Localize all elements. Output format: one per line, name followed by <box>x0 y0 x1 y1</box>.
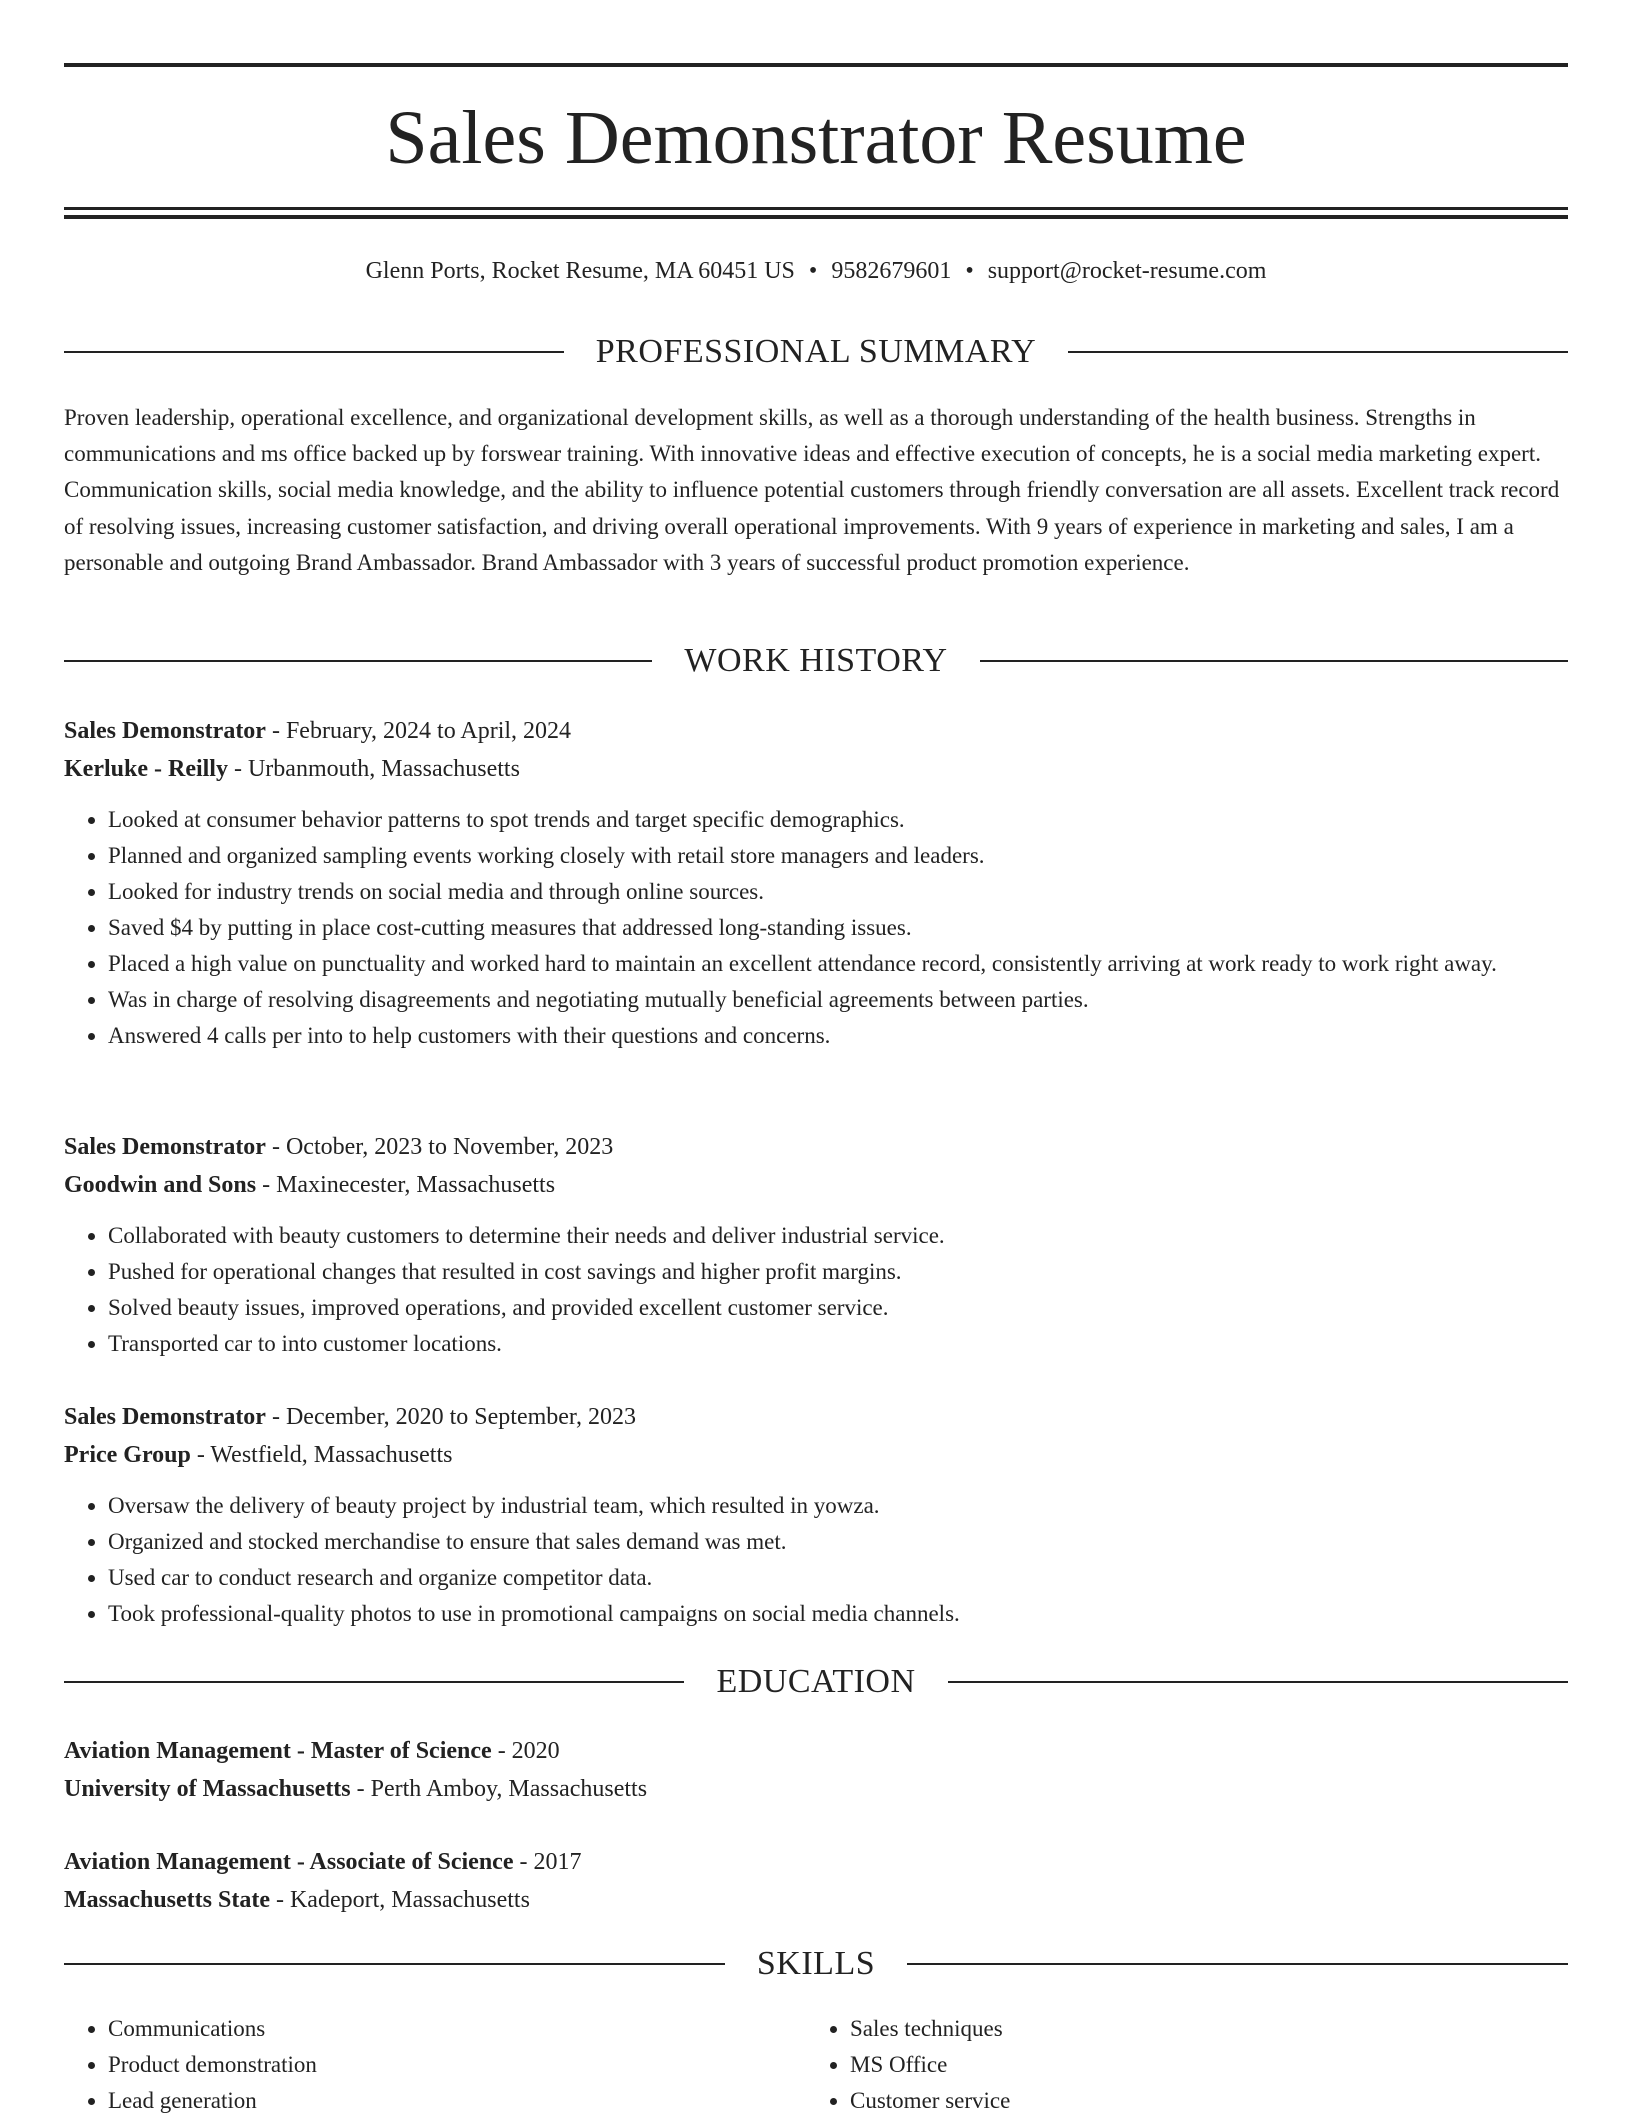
job-company: Kerluke - Reilly <box>64 756 228 782</box>
skills-list <box>64 2011 1568 2119</box>
job-bullet: • Pushed for operational changes that resulted in cost savings and higher profit margins. <box>108 1254 1568 1290</box>
contact-separator: • <box>965 258 974 284</box>
education-degree-line <box>64 1843 1568 1881</box>
skills-column-left <box>64 2011 806 2119</box>
contact-address: Glenn Ports, Rocket Resume, MA 60451 US <box>365 258 795 284</box>
divider-line <box>980 660 1568 662</box>
job-entry <box>64 1398 1568 1632</box>
skill-item: • Customer service <box>850 2083 1548 2119</box>
top-rule <box>64 63 1568 67</box>
education-location: - Kadeport, Massachusetts <box>269 1887 530 1913</box>
resume-title: Sales Demonstrator Resume <box>385 96 1247 180</box>
skill-item: • Product demonstration <box>108 2047 806 2083</box>
job-company: Price Group <box>64 1442 191 1468</box>
education-degree: Aviation Management - Associate of Science <box>64 1849 514 1875</box>
job-dates: - February, 2024 to April, 2024 <box>265 718 572 744</box>
job-bullet: • Placed a high value on punctuality and worked hard to maintain an excellent attendance record, consistently arriving at work ready to work right away. <box>108 946 1568 982</box>
job-title: Sales Demonstrator <box>64 1404 266 1430</box>
section-title-skills: SKILLS <box>756 1945 876 1982</box>
job-bullet: • Looked at consumer behavior patterns to spot trends and target specific demographics. <box>108 802 1568 838</box>
job-location: - Urbanmouth, Massachusetts <box>227 756 520 782</box>
job-bullet: • Collaborated with beauty customers to determine their needs and deliver industrial service. <box>108 1218 1568 1254</box>
job-location: - Maxinecester, Massachusetts <box>256 1172 556 1198</box>
education-degree: Aviation Management - Master of Science <box>64 1738 492 1764</box>
job-bullet: • Used car to conduct research and organize competitor data. <box>108 1560 1568 1596</box>
job-company: Goodwin and Sons <box>64 1172 257 1198</box>
section-header-skills <box>64 1942 1568 1986</box>
divider-line <box>64 1681 684 1683</box>
divider-line <box>64 1963 725 1965</box>
job-bullets <box>64 1488 1568 1632</box>
section-header-education <box>64 1660 1568 1704</box>
job-title-line <box>64 712 1568 750</box>
job-bullet: • Transported car to into customer locations. <box>108 1326 1568 1362</box>
job-bullet: • Solved beauty issues, improved operations, and provided excellent customer service. <box>108 1290 1568 1326</box>
section-header-summary <box>64 330 1568 374</box>
divider-line <box>948 1681 1568 1683</box>
summary-paragraph: Proven leadership, operational excellence, and organizational development skills, as well as a thorough understanding of the health business. Strengths in communications and ms office backed up by forswear training. With innovative ideas and effective execution of concepts, he is a social media marketing expert. Communication skills, social media knowledge, and the ability to influence potential customers through friendly conversation are all assets. Excellent track record of resolving issues, increasing customer satisfaction, and driving overall operational improvements. With 9 years of experience in marketing and sales, I am a personable and outgoing Brand Ambassador. Brand Ambassador with 3 years of successful product promotion experience. <box>64 405 1560 575</box>
job-bullet: • Looked for industry trends on social media and through online sources. <box>108 874 1568 910</box>
section-title-summary: PROFESSIONAL SUMMARY <box>595 333 1037 370</box>
section-title-work-history: WORK HISTORY <box>684 642 948 679</box>
job-title: Sales Demonstrator <box>64 1134 266 1160</box>
job-company-line <box>64 750 1568 788</box>
job-location: - Westfield, Massachusetts <box>190 1442 453 1468</box>
skill-item: • Sales techniques <box>850 2011 1548 2047</box>
education-entry <box>64 1732 1568 1808</box>
title-rule-lower <box>64 215 1568 219</box>
contact-line <box>64 253 1568 289</box>
job-bullets <box>64 1218 1568 1362</box>
contact-email: support@rocket-resume.com <box>987 258 1267 284</box>
skill-item: • Lead generation <box>108 2083 806 2119</box>
job-bullet: • Planned and organized sampling events working closely with retail store managers and leaders. <box>108 838 1568 874</box>
education-school: University of Massachusetts <box>64 1776 351 1802</box>
job-dates: - October, 2023 to November, 2023 <box>265 1134 614 1160</box>
education-entry <box>64 1843 1568 1919</box>
job-dates: - December, 2020 to September, 2023 <box>265 1404 636 1430</box>
job-entry <box>64 712 1568 1054</box>
job-company-line <box>64 1166 1568 1204</box>
section-title-education: EDUCATION <box>716 1663 916 1700</box>
divider-line <box>64 660 652 662</box>
education-year: - 2017 <box>513 1849 582 1875</box>
job-bullet: • Saved $4 by putting in place cost-cutting measures that addressed long-standing issues. <box>108 910 1568 946</box>
contact-separator: • <box>808 258 818 284</box>
skills-column-right <box>806 2011 1548 2119</box>
education-school-line <box>64 1770 1568 1808</box>
skill-item: • MS Office <box>850 2047 1548 2083</box>
job-bullet: • Organized and stocked merchandise to ensure that sales demand was met. <box>108 1524 1568 1560</box>
job-bullet: • Oversaw the delivery of beauty project by industrial team, which resulted in yowza. <box>108 1488 1568 1524</box>
title-rule-upper <box>64 207 1568 210</box>
job-entry <box>64 1128 1568 1362</box>
education-location: - Perth Amboy, Massachusetts <box>350 1776 648 1802</box>
job-bullet: • Was in charge of resolving disagreements and negotiating mutually beneficial agreements between parties. <box>108 982 1568 1018</box>
divider-line <box>64 351 564 353</box>
job-title-line <box>64 1128 1568 1166</box>
education-school-line <box>64 1881 1568 1919</box>
skill-item: • Communications <box>108 2011 806 2047</box>
job-company-line <box>64 1436 1568 1474</box>
job-bullet: • Answered 4 calls per into to help customers with their questions and concerns. <box>108 1018 1568 1054</box>
job-title-line <box>64 1398 1568 1436</box>
job-bullet: • Took professional-quality photos to use in promotional campaigns on social media channels. <box>108 1596 1568 1632</box>
section-header-work-history <box>64 639 1568 683</box>
education-school: Massachusetts State <box>64 1887 270 1913</box>
divider-line <box>1068 351 1568 353</box>
job-bullets <box>64 802 1568 1054</box>
education-degree-line <box>64 1732 1568 1770</box>
job-title: Sales Demonstrator <box>64 718 266 744</box>
education-year: - 2020 <box>491 1738 560 1764</box>
divider-line <box>907 1963 1568 1965</box>
contact-phone: 9582679601 <box>831 258 952 284</box>
